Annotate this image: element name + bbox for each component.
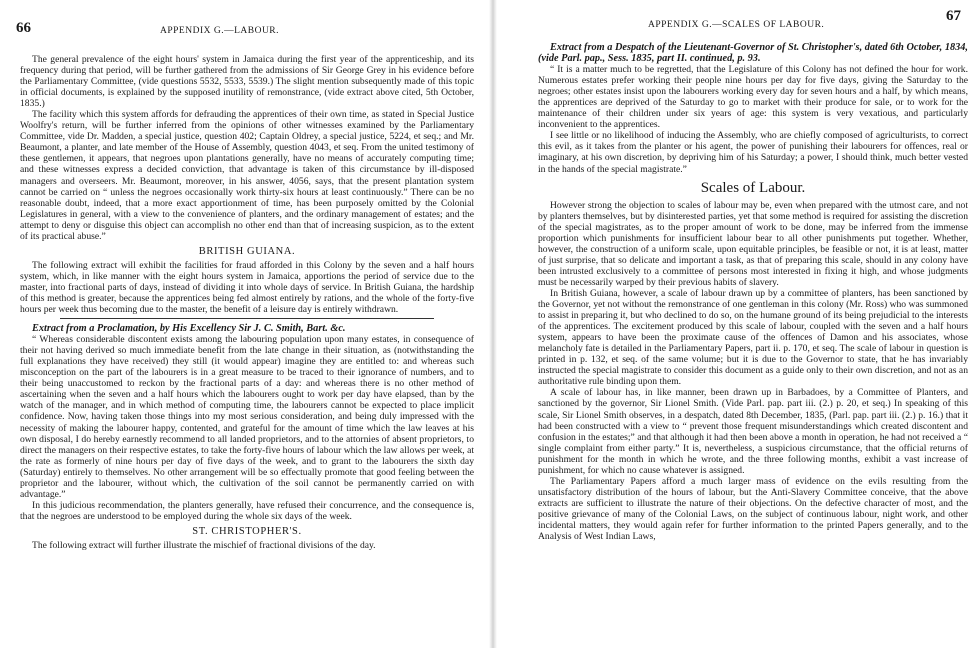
paragraph: A scale of labour has, in like manner, been drawn up in Barbadoes, by a Committee of Planters, and sanctioned by the governor, Sir Lionel Smith. (Vide Parl. pap. part iii. (2.) p. 20, et seq.) In speaking of this scale, Sir Lionel Smith observes, in a despatch, dated 8th December, 1835, (Parl. pap. part iii. (2.) p. 16.) that it had been constructed with a view to “ prevent those frequent misunderstandings which created discontent and confusion in the estates;” and that although it had then been above a month in operation, he had not received a “ single complaint from either party.” It is, nevertheless, a suspicious circumstance, that the official returns of punishment for the month in which he wrote, and the three following months, exhibit a vast increase of punishment, for which no cause whatever is assigned. <box>538 387 968 476</box>
paragraph: The Parliamentary Papers afford a much larger mass of evidence on the evils resulting from the unsatisfactory distribution of the hours of labour, but the Anti-Slavery Committee conceive, that the above extracts are sufficient to illustrate the nature of their objections. On the defective character of most, and the positive grievance of many of the Colonial Laws, on the subject of continuous labour, night work, and other incidental matters, they would again refer for further information to the printed Papers generally, and to the Analysis of West Indian Laws, <box>538 475 968 543</box>
paragraph: In British Guiana, however, a scale of labour drawn up by a committee of planters, has been sanctioned by the Governor, yet not without the remonstrance of one gentleman in this colony (Mr. Ross) who was summoned to assist in preparing it, but who declined to do so, on the humane ground of its being prejudicial to the interests of the apprentices. The excitement produced by this scale of labour, coupled with the seven and a half hours system, appears to have been the proximate cause of the offences of Damon and his associates, whose melancholy fate is detailed in the Parliamentary Papers, part ii. p. 170, et seq. The scale of labour in question is printed in p. 132, et seq. of the same volume; but it is due to the Governor to state, that he has invariably instructed the special magistrate to consider this document as a guide only to their own discretion, and not as an authoritative rule binding upon them. <box>538 287 968 388</box>
section-heading-british-guiana: BRITISH GUIANA. <box>198 245 296 257</box>
paragraph: However strong the objection to scales of labour may be, even when prepared with the utmost care, and not by planters themselves, but by disinterested parties, yet that some method is required for assisting the discretion of the special magistrates, as to the proper amount of work to be done, may be inferred from the immense proportion which punishments for insufficient labour bear to all other punishments put together. Whether, however, the construction of a uniform scale, upon equitable principles, be feasible or not, it is at least, matter of just surprise, that so delicate and important a task, as that of preparing this scale, should in any colony have been intrusted exclusively to a committee of persons most interested in fixing it high, and whose judgments must be necessarily warped by their previous habits of slavery. <box>538 199 968 288</box>
proclamation-text: “ Whereas considerable discontent exists among the labouring population upon many estates, in consequence of their not having derived so much immediate benefit from the late change in their situation, as (notwithstanding the full explanations they have received) they still (it would appear) imagine they are entitled to: and whereas such misconception on the part of the labourers is in a great measure to be traced to their ignorance of numbers, and to their being unaccustomed to reckon by the fractional parts of a day: and whereas there is no other method of ascertaining when the seven and a half hours which the labourers ought to work per day have elapsed, than by the watch of the manager, and in which method of computing time, the labourers cannot be expected to place implicit confidence. Now, having taken those things into my most serious consideration, and being duly impressed with the necessity of making the labourer happy, contented, and grateful for the amount of time which the law leaves at his own disposal, I do hereby earnestly recommend to all landed proprietors, and to the attornies of absent proprietors, to direct the managers on their respective estates, to take the forty-five hours of labour which the law allows per week, at the rate as formerly of nine hours per day of five days of the week, and to grant to the labourers the sixth day (Saturday) entirely to themselves. No other arrangement will be so effectually promote that good feeling between the proprietor and the labourer, without which, the cultivation of the soil cannot be permanently carried on with advantage.” <box>20 334 474 500</box>
page-number: 66 <box>16 20 31 36</box>
paragraph: The general prevalence of the eight hours' system in Jamaica during the first year of the apprenticeship, and its frequency during that period, will be further gathered from the admissions of Sir George Grey in his evidence before the Parliamentary Committee, (vide questions 5532, 5533, 5539.) The slight mention subsequently made of this topic in official documents, is explained by the supposed inutility of remonstrance, (vide extract above cited, 5th October, 1835.) <box>20 54 474 110</box>
section-heading-st-christophers: ST. CHRISTOPHER'S. <box>192 525 302 537</box>
left-page <box>0 0 488 648</box>
paragraph: The facility which this system affords for defrauding the apprentices of their own time, as stated in Special Justice Woolfry's return, will be further inferred from the opinions of other witnesses examined by the Parliamentary Committee, vide Dr. Madden, a special justice, question 402; Captain Oldrey, a special justice, 5224, et seq.; and Mr. Beaumont, a planter, and late member of the House of Assembly, question 4043, et seq. From the united testimony of these gentlemen, it appears, that negroes upon plantations generally, have no means of accurately computing time; and these witnesses express a decided conviction, that advantage is taken of this circumstance by ill-disposed managers and overseers. Mr. Beaumont, moreover, in his answer, 4056, says, that the present plantation system cannot be carried on “ unless the negroes occasionally work thirty-six hours at least continuously.” There can be no reasonable doubt, indeed, that a more exact apportionment of time, has been purposely omitted by the Colonial Legislatures in general, with a view to the convenience of planters, and the ordinary management of estates; and the attempt to deny or disguise this object can accomplish no other end than that of increasing suspicion, as to the extent of its practical abuse.” <box>20 109 474 242</box>
page-number: 67 <box>946 8 961 24</box>
right-page <box>498 0 980 648</box>
left-body-text <box>20 54 474 551</box>
running-head: APPENDIX G.—SCALES OF LABOUR. <box>648 20 825 30</box>
despatch-text: I see little or no likelihood of inducing the Assembly, who are chiefly composed of agriculturists, to correct this evil, as it takes from the planter or his agent, the power of punishing their labourers for offences, real or imaginary, at his own discretion, by depriving him of his Saturday; a power, I should think, much better vested in the hands of the special magistrate.” <box>538 130 968 175</box>
extract-heading: Extract from a Proclamation, by His Excellency Sir J. C. Smith, Bart. &c. <box>32 323 346 335</box>
running-head: APPENDIX G.—LABOUR. <box>160 26 280 36</box>
despatch-text: “ It is a matter much to be regretted, that the Legislature of this Colony has not defined the hour for work. Numerous estates prefer working their people nine hours per day for five days, giving the Saturday to the negroes; other estates insist upon the labourers working every day for seven hours and a half, by which means, the apprentices are deprived of the Saturday to go to market with their produce for sale, or to work for the maintenance of their children under six years of age: this system is very vexatious, and particularly inconvenient to the apprentices. <box>538 64 968 131</box>
paragraph: In this judicious recommendation, the planters generally, have refused their concurrence, and the consequence is, that the negroes are understood to be employed during the whole six days of the week. <box>20 499 474 522</box>
divider <box>60 318 434 319</box>
paragraph: The following extract will exhibit the facilities for fraud afforded in this Colony by the seven and a half hours system, which, in like manner with the eight hours system in Jamaica, apportions the period of service due to the master, into fractional parts of days, instead of dividing it into whole days of service. In British Guiana, the hardship of this method is greater, because the apprentices being fed almost entirely by rations, and the whole of the forty-five hours per week thus becoming due to the master, the benefit of a leisure day is entirely withdrawn. <box>20 259 474 316</box>
section-title-scales-of-labour: Scales of Labour. <box>700 179 806 196</box>
book-gutter <box>489 0 497 648</box>
paragraph: The following extract will further illustrate the mischief of fractional divisions of the day. <box>32 539 376 551</box>
right-body-text <box>538 42 968 542</box>
extract-heading: Extract from a Despatch of the Lieutenant-Governor of St. Christopher's, dated 6th October, 1834, (vide Parl. pap., Sess. 1835, part II. continued, p. 93. <box>538 42 968 65</box>
